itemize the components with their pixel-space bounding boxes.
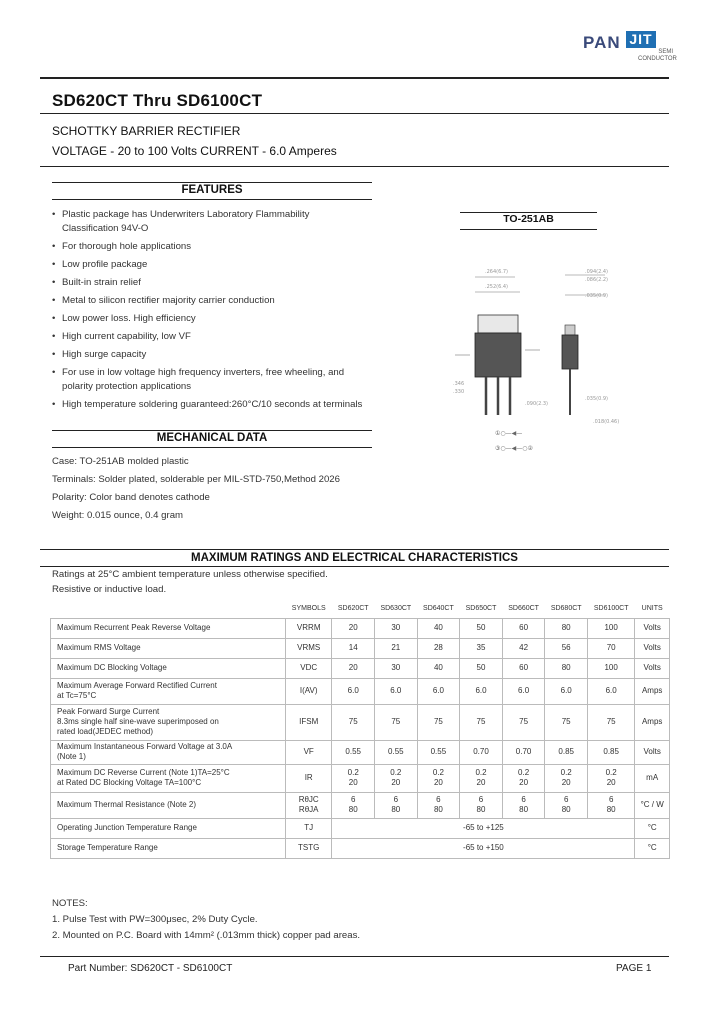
unit-cell: °C xyxy=(635,838,670,858)
value-cell: 0.2 20 xyxy=(332,764,375,792)
value-cell: 0.2 20 xyxy=(417,764,460,792)
package-bottom-line xyxy=(460,229,597,230)
value-cell: 0.70 xyxy=(502,740,545,764)
value-cell: 0.55 xyxy=(375,740,418,764)
svg-text:.330: .330 xyxy=(453,389,465,395)
value-cell: 40 xyxy=(417,618,460,638)
to251ab-package-drawing xyxy=(445,255,620,475)
symbol-cell: VF xyxy=(286,740,332,764)
table-row xyxy=(51,638,670,658)
value-cell: 75 xyxy=(545,704,588,740)
value-cell: 21 xyxy=(375,638,418,658)
value-cell: 75 xyxy=(375,704,418,740)
value-cell: 50 xyxy=(460,658,503,678)
parameter-cell: Maximum Thermal Resistance (Note 2) xyxy=(51,792,286,818)
ratings-note-load: Resistive or inductive load. xyxy=(52,584,167,595)
parameter-cell: Maximum Instantaneous Forward Voltage at 3.0A (Note 1) xyxy=(51,740,286,764)
ratings-table xyxy=(50,600,670,859)
unit-cell: °C xyxy=(635,818,670,838)
value-cell: 6 80 xyxy=(417,792,460,818)
feature-item: • Built-in strain relief xyxy=(52,276,377,290)
parameter-cell: Maximum Recurrent Peak Reverse Voltage xyxy=(51,618,286,638)
table-row xyxy=(51,618,670,638)
ratings-bottom-line xyxy=(40,566,669,567)
value-cell: 6 80 xyxy=(332,792,375,818)
mechanical-weight: Weight: 0.015 ounce, 0.4 gram xyxy=(52,510,184,521)
note-item: 2. Mounted on P.C. Board with 14mm² (.013mm thick) copper pad areas. xyxy=(52,930,361,941)
value-cell: 75 xyxy=(460,704,503,740)
column-header: SD6100CT xyxy=(593,604,629,612)
value-cell: 60 xyxy=(502,618,545,638)
feature-item: • High temperature soldering guaranteed:260°C/10 seconds at terminals xyxy=(52,398,382,412)
features-top-line xyxy=(52,182,372,183)
svg-text:.346: .346 xyxy=(453,381,465,387)
table-row xyxy=(51,740,670,764)
value-cell: 0.85 xyxy=(545,740,588,764)
value-cell: 100 xyxy=(587,658,634,678)
column-header: SD630CT xyxy=(380,604,412,612)
value-cell: 20 xyxy=(332,618,375,638)
value-cell: 6 80 xyxy=(502,792,545,818)
svg-text:.264(6.7): .264(6.7) xyxy=(485,269,508,275)
mechanical-heading: MECHANICAL DATA xyxy=(156,432,268,444)
svg-text:.090(2.3): .090(2.3) xyxy=(525,401,548,407)
value-cell: 50 xyxy=(460,618,503,638)
unit-cell: °C / W xyxy=(635,792,670,818)
value-cell: 60 xyxy=(502,658,545,678)
parameter-cell: Maximum RMS Voltage xyxy=(51,638,286,658)
mechanical-bottom-line xyxy=(52,447,372,448)
value-cell: 0.85 xyxy=(587,740,634,764)
value-cell: 35 xyxy=(460,638,503,658)
page-title: SD620CT Thru SD6100CT xyxy=(52,91,263,110)
value-cell: 6.0 xyxy=(460,678,503,704)
top-divider xyxy=(40,77,669,79)
feature-item: • Metal to silicon rectifier majority carrier conduction xyxy=(52,294,377,308)
value-cell: 6 80 xyxy=(587,792,634,818)
value-cell: 0.2 20 xyxy=(545,764,588,792)
svg-text:.094(2.4): .094(2.4) xyxy=(585,269,608,275)
value-cell: 6.0 xyxy=(417,678,460,704)
value-cell: 30 xyxy=(375,618,418,638)
value-cell: 6.0 xyxy=(545,678,588,704)
features-list xyxy=(52,208,377,416)
value-cell: 80 xyxy=(545,658,588,678)
value-cell: 75 xyxy=(417,704,460,740)
mechanical-polarity: Polarity: Color band denotes cathode xyxy=(52,492,210,503)
column-header: SD660CT xyxy=(508,604,539,612)
value-cell: 0.2 20 xyxy=(502,764,545,792)
value-cell: -65 to +125 xyxy=(332,818,635,838)
value-cell: 80 xyxy=(545,618,588,638)
symbol-cell: VDC xyxy=(286,658,332,678)
ratings-heading: MAXIMUM RATINGS AND ELECTRICAL CHARACTERISTICS xyxy=(191,552,518,564)
value-cell: 30 xyxy=(375,658,418,678)
value-cell: 0.55 xyxy=(417,740,460,764)
table-row xyxy=(51,764,670,792)
unit-cell: Volts xyxy=(635,740,670,764)
feature-item: • Plastic package has Underwriters Laboratory Flammability Classification 94V-O xyxy=(52,208,322,236)
features-heading: FEATURES xyxy=(181,184,243,196)
value-cell: 70 xyxy=(587,638,634,658)
value-cell: 75 xyxy=(502,704,545,740)
voltage-current-line: VOLTAGE - 20 to 100 Volts CURRENT - 6.0 Amperes xyxy=(52,144,337,158)
value-cell: 40 xyxy=(417,658,460,678)
value-cell: 0.2 20 xyxy=(375,764,418,792)
value-cell: 0.70 xyxy=(460,740,503,764)
column-header: UNITS xyxy=(641,604,663,612)
product-subtitle: SCHOTTKY BARRIER RECTIFIER xyxy=(52,124,241,138)
parameter-cell: Peak Forward Surge Current 8.3ms single half sine-wave superimposed on rated load(JEDEC method) xyxy=(51,704,286,740)
svg-text:.252(6.4): .252(6.4) xyxy=(485,284,508,290)
mechanical-terminals: Terminals: Solder plated, solderable per MIL-STD-750,Method 2026 xyxy=(52,474,340,485)
table-row xyxy=(51,792,670,818)
symbol-cell: RθJC RθJA xyxy=(286,792,332,818)
svg-text:①○—◀—: ①○—◀— xyxy=(495,430,523,437)
feature-item: • High current capability, low VF xyxy=(52,330,377,344)
feature-item: • For use in low voltage high frequency inverters, free wheeling, and polarity protection applications xyxy=(52,366,377,394)
package-label: TO-251AB xyxy=(503,213,554,225)
value-cell: 6.0 xyxy=(587,678,634,704)
footer-part-number: Part Number: SD620CT - SD6100CT xyxy=(68,963,233,974)
symbol-cell: TSTG xyxy=(286,838,332,858)
feature-item: • For thorough hole applications xyxy=(52,240,377,254)
value-cell: 0.55 xyxy=(332,740,375,764)
logo-pan-text: PAN xyxy=(583,33,621,52)
value-cell: 75 xyxy=(332,704,375,740)
value-cell: 6 80 xyxy=(460,792,503,818)
value-cell: 6 80 xyxy=(375,792,418,818)
symbol-cell: I(AV) xyxy=(286,678,332,704)
table-row xyxy=(51,818,670,838)
parameter-cell: Maximum DC Blocking Voltage xyxy=(51,658,286,678)
value-cell: 56 xyxy=(545,638,588,658)
parameter-cell: Operating Junction Temperature Range xyxy=(51,818,286,838)
table-row xyxy=(51,658,670,678)
logo-jit-text: JIT xyxy=(626,31,656,48)
value-cell: 6.0 xyxy=(332,678,375,704)
note-item: 1. Pulse Test with PW=300μsec, 2% Duty Cycle. xyxy=(52,914,258,925)
value-cell: 6.0 xyxy=(502,678,545,704)
column-header: SD650CT xyxy=(465,604,497,612)
symbol-cell: IFSM xyxy=(286,704,332,740)
feature-item: • Low power loss. High efficiency xyxy=(52,312,377,326)
column-header: SD680CT xyxy=(550,604,582,612)
value-cell: 75 xyxy=(587,704,634,740)
ratings-note-ambient: Ratings at 25°C ambient temperature unless otherwise specified. xyxy=(52,569,328,580)
svg-text:.086(2.2): .086(2.2) xyxy=(585,277,608,283)
panjit-logo xyxy=(583,29,678,69)
symbol-cell: VRMS xyxy=(286,638,332,658)
column-header: SD640CT xyxy=(423,604,454,612)
subtitle-divider xyxy=(40,166,669,167)
table-row xyxy=(51,838,670,858)
footer-divider xyxy=(40,956,669,957)
value-cell: 0.2 20 xyxy=(460,764,503,792)
symbol-cell: TJ xyxy=(286,818,332,838)
logo-semiconductor-text: SEMI CONDUCTOR xyxy=(638,49,677,62)
table-header-blank xyxy=(51,600,286,618)
value-cell: 6.0 xyxy=(375,678,418,704)
value-cell: 100 xyxy=(587,618,634,638)
value-cell: 14 xyxy=(332,638,375,658)
mechanical-top-line xyxy=(52,430,372,431)
parameter-cell: Maximum DC Reverse Current (Note 1)TA=25°C at Rated DC Blocking Voltage TA=100°C xyxy=(51,764,286,792)
unit-cell: mA xyxy=(635,764,670,792)
table-row xyxy=(51,704,670,740)
svg-text:.018(0.46): .018(0.46) xyxy=(593,419,620,425)
svg-text:.035(0.9): .035(0.9) xyxy=(585,293,608,299)
value-cell: 20 xyxy=(332,658,375,678)
title-divider xyxy=(40,113,669,114)
feature-item: • High surge capacity xyxy=(52,348,377,362)
parameter-cell: Storage Temperature Range xyxy=(51,838,286,858)
table-row xyxy=(51,678,670,704)
unit-cell: Amps xyxy=(635,704,670,740)
value-cell: 28 xyxy=(417,638,460,658)
svg-text:.035(0.9): .035(0.9) xyxy=(585,396,608,402)
symbol-cell: IR xyxy=(286,764,332,792)
unit-cell: Volts xyxy=(635,658,670,678)
column-header: SD620CT xyxy=(337,604,369,612)
footer-page-number: PAGE 1 xyxy=(616,963,652,974)
unit-cell: Volts xyxy=(635,638,670,658)
features-bottom-line xyxy=(52,199,372,200)
value-cell: 6 80 xyxy=(545,792,588,818)
ratings-top-line xyxy=(40,549,669,550)
unit-cell: Amps xyxy=(635,678,670,704)
value-cell: -65 to +150 xyxy=(332,838,635,858)
value-cell: 0.2 20 xyxy=(587,764,634,792)
feature-item: • Low profile package xyxy=(52,258,377,272)
value-cell: 42 xyxy=(502,638,545,658)
mechanical-case: Case: TO-251AB molded plastic xyxy=(52,456,189,467)
unit-cell: Volts xyxy=(635,618,670,638)
table-header-row xyxy=(51,600,670,618)
svg-text:③○—◀—○②: ③○—◀—○② xyxy=(495,445,533,452)
column-header: SYMBOLS xyxy=(291,604,326,612)
parameter-cell: Maximum Average Forward Rectified Current at Tc=75°C xyxy=(51,678,286,704)
symbol-cell: VRRM xyxy=(286,618,332,638)
notes-heading: NOTES: xyxy=(52,898,88,909)
